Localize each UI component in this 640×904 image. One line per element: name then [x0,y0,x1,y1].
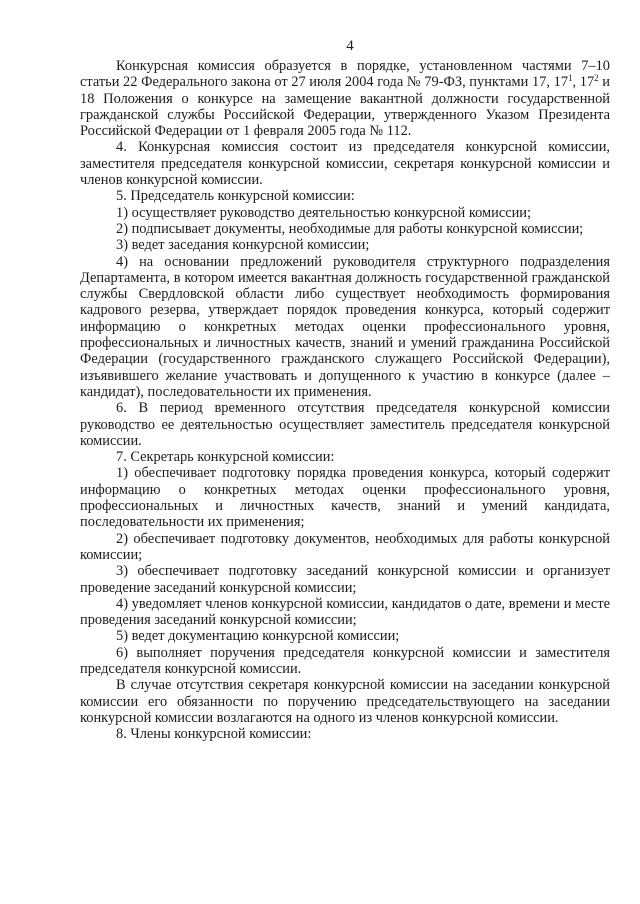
paragraph-item-6: 6. В период временного отсутствия председателя конкурсной комиссии руководство ее деятельностью осуществляет заместитель председателя конкурсной комиссии. [80,400,610,449]
paragraph-subitem: 3) обеспечивает подготовку заседаний конкурсной комиссии и организует проведение заседаний конкурсной комиссии; [80,563,610,596]
paragraph-subitem: 5) ведет документацию конкурсной комиссии; [116,628,400,645]
paragraph-text: , 17 [572,74,595,91]
superscript: 1 [568,73,573,84]
paragraph-subitem: 4) на основании предложений руководителя структурного подразделения Департамента, в котором имеется вакантная должность государственной гражданской службы Свердловской области либо существует необходимость формирования кадрового резерва, утверждает порядок проведения конкурса, который содержит информацию о конкретных методах оценки профессионального уровня, профессиональных и личностных качеств, знаний и умений гражданина Российской Федерации (государственного гражданского служащего Российской Федерации), изъявившего желание участвовать и допущенного к участию в конкурсе (далее – кандидат), последовательности их применения. [80,253,610,400]
page-number: 4 [346,38,354,54]
paragraph-secretary-absence: В случае отсутствия секретаря конкурсной комиссии на заседании конкурсной комиссии его обязанности по поручению председательствующего на заседании конкурсной комиссии возлагаются на одного из членов конкурсной комиссии. [80,677,610,726]
paragraph-text: Конкурсная комиссия образуется в порядке, установленном частями 7–10 статьи 22 Федерального закона от 27 июля 2004 года № 79-ФЗ, пунктами 17, 17 [80,58,610,91]
paragraph-item-5-heading: 5. Председатель конкурсной комиссии: [116,188,355,205]
superscript: 2 [594,73,599,84]
paragraph-text: и 18 Положения о конкурсе на замещение вакантной должности государственной гражданской службы Российской Федерации, утвержденного Указом Президента Российской Федерации от 1 февраля 2005 года № 112. [80,74,610,140]
document-page [80,38,610,742]
paragraph-subitem: 1) осуществляет руководство деятельностью конкурсной комиссии; [116,204,532,221]
paragraph-item-4: 4. Конкурсная комиссия состоит из председателя конкурсной комиссии, заместителя председателя конкурсной комиссии, секретаря конкурсной комиссии и членов конкурсной комиссии. [80,139,610,189]
paragraph-subitem: 3) ведет заседания конкурсной комиссии; [116,237,370,254]
paragraph-subitem: 2) обеспечивает подготовку документов, необходимых для работы конкурсной комиссии; [80,530,610,563]
paragraph-item-8-heading: 8. Члены конкурсной комиссии: [116,726,312,743]
paragraph-commission-formation [80,58,610,139]
paragraph-subitem: 4) уведомляет членов конкурсной комиссии, кандидатов о дате, времени и месте проведения заседаний конкурсной комиссии; [80,595,610,629]
paragraph-item-7-heading: 7. Секретарь конкурсной комиссии: [116,449,335,466]
paragraph-subitem: 2) подписывает документы, необходимые для работы конкурсной комиссии; [116,220,584,237]
paragraph-subitem: 6) выполняет поручения председателя конкурсной комиссии и заместителя председателя конкурсной комиссии. [80,644,610,677]
paragraph-subitem: 1) обеспечивает подготовку порядка проведения конкурса, который содержит информацию о конкретных методах оценки профессионального уровня, профессиональных и личностных качеств, знаний и умений кандидата, последовательности их применения; [80,465,610,531]
